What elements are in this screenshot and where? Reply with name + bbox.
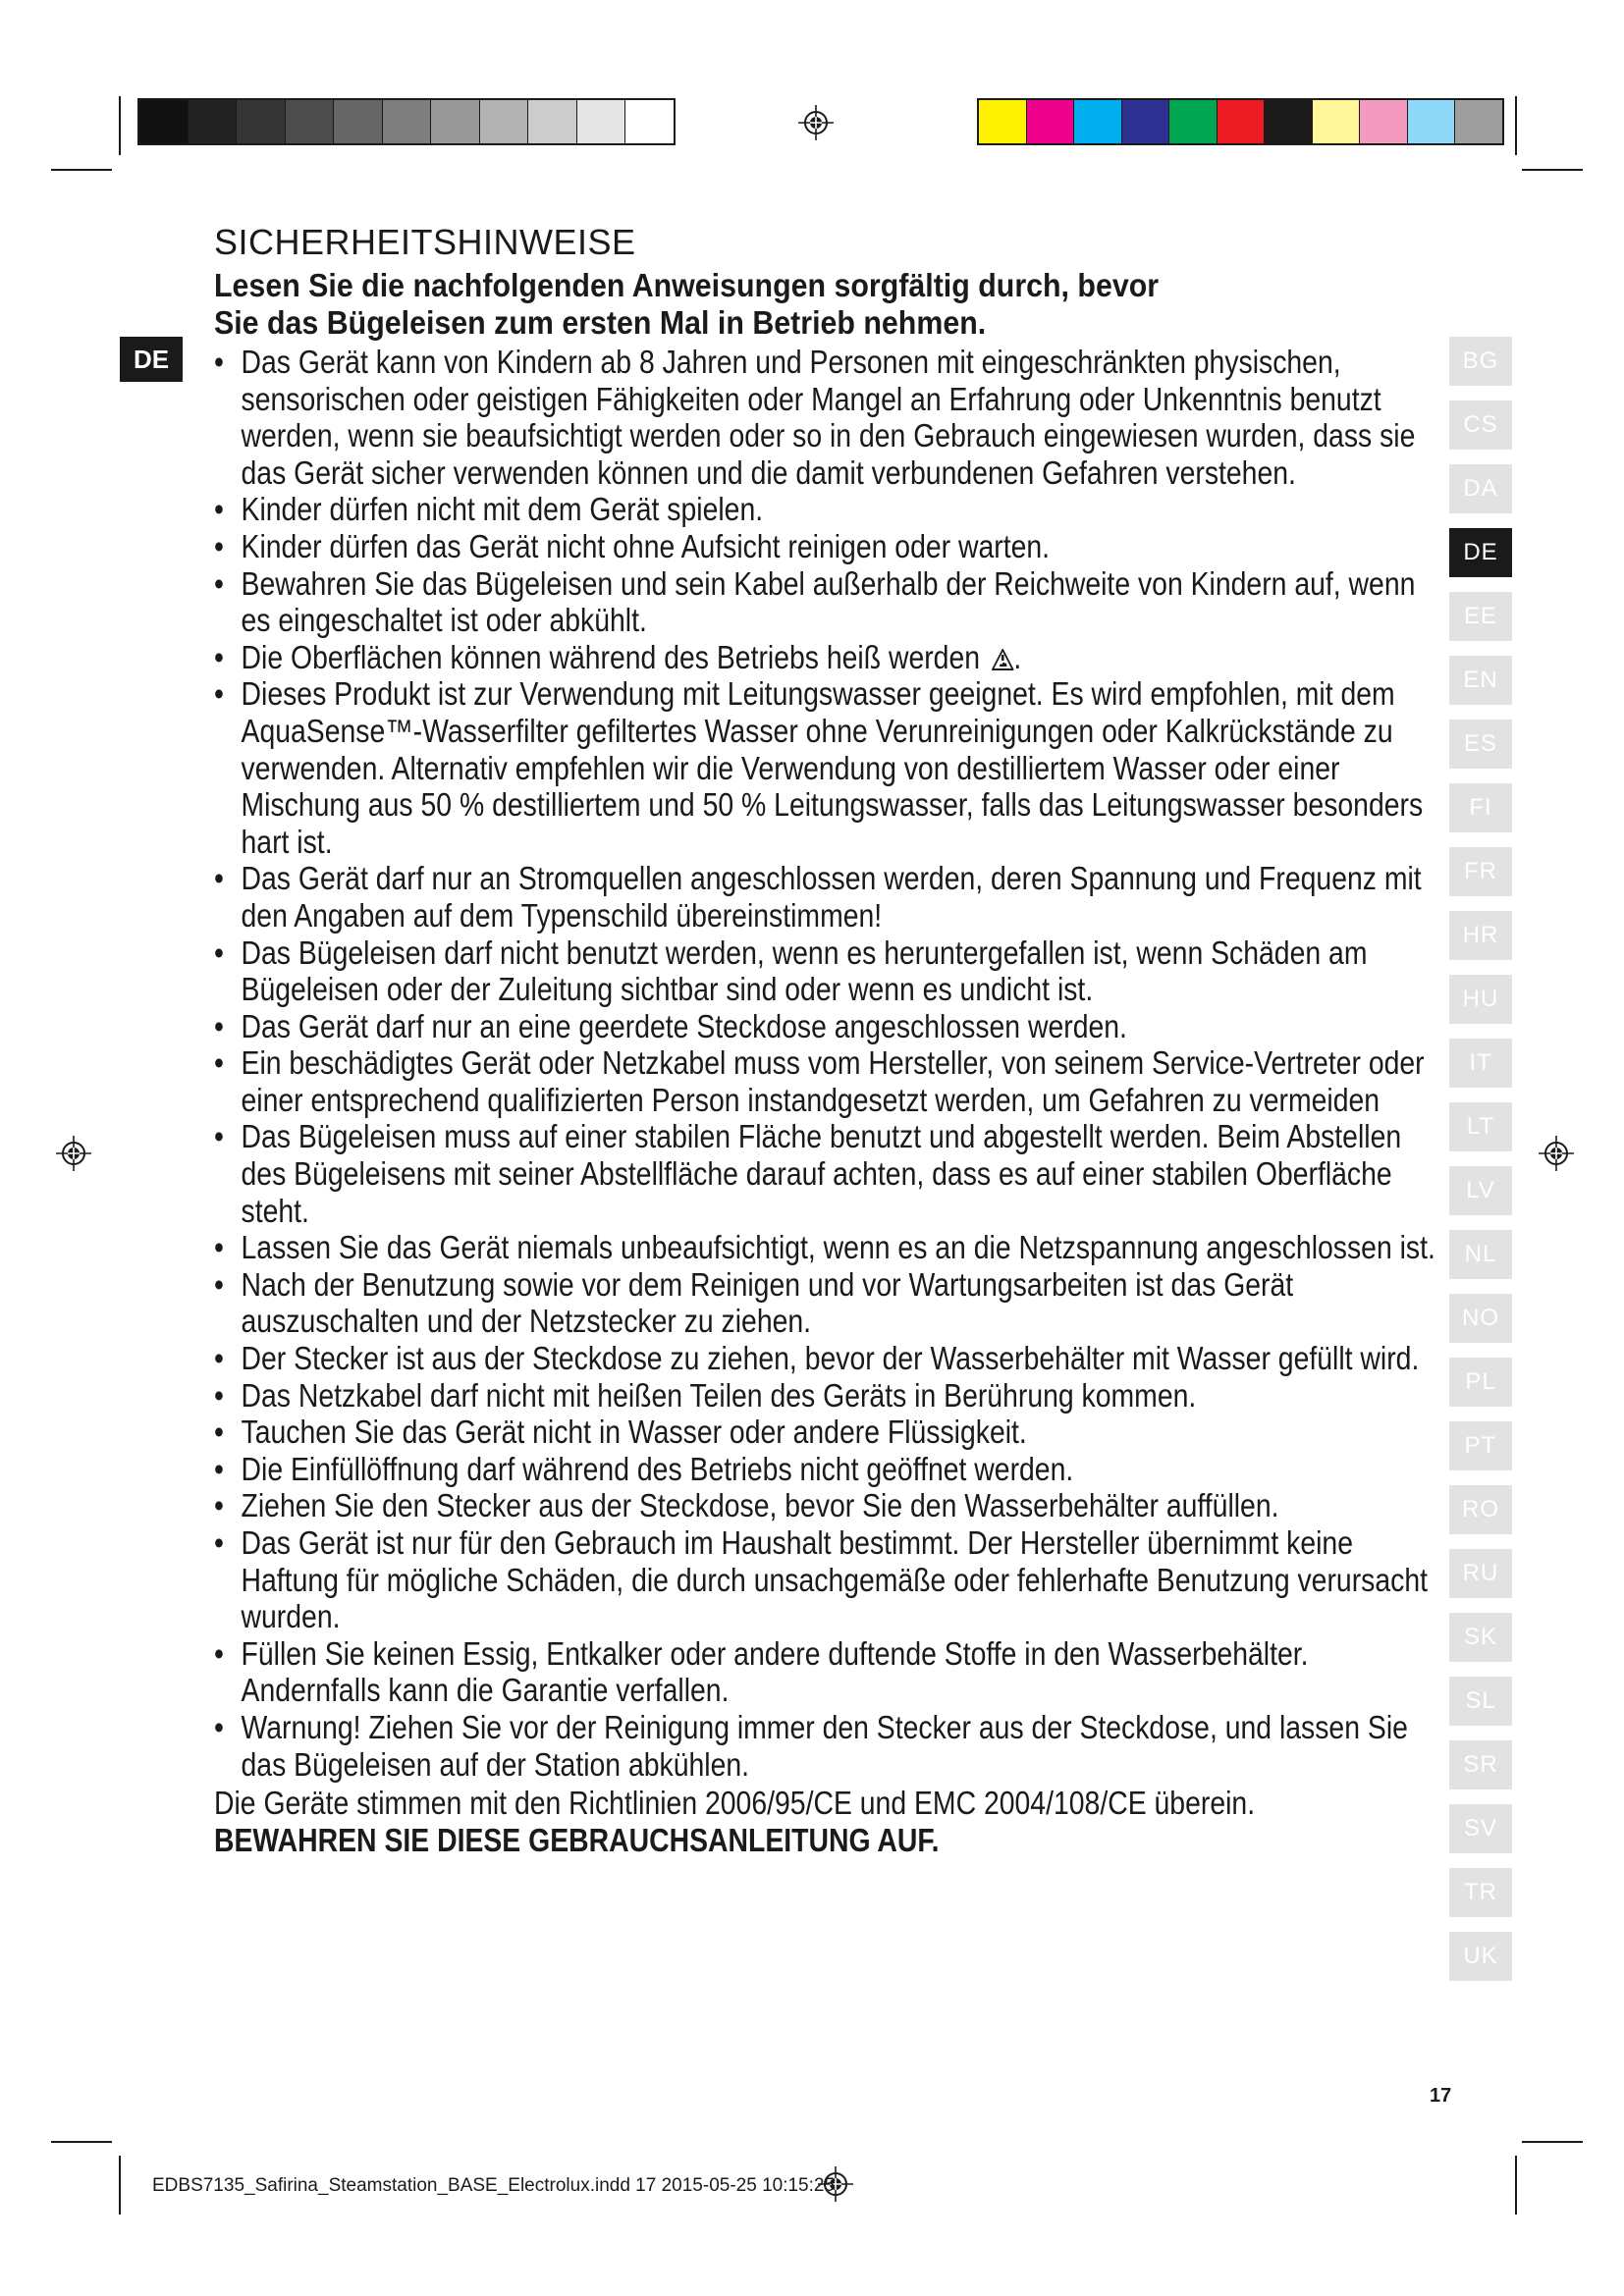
language-tab-lv: LV: [1449, 1166, 1512, 1215]
safety-item-text: Ziehen Sie den Stecker aus der Steckdose, bevor Sie den Wasserbehälter auffüllen.: [241, 1487, 1279, 1524]
safety-item: [214, 1229, 1440, 1266]
gray-swatch: [189, 100, 238, 143]
safety-item: [214, 1118, 1440, 1229]
safety-item-text: Warnung! Ziehen Sie vor der Reinigung immer den Stecker aus der Steckdose, und lassen Sie das Bügeleisen auf der Station abkühlen.: [241, 1708, 1408, 1783]
safety-item: [214, 1709, 1440, 1783]
language-tab-ru: RU: [1449, 1549, 1512, 1598]
safety-item: [214, 1451, 1440, 1488]
language-tab-no: NO: [1449, 1294, 1512, 1343]
color-swatch: [1074, 100, 1122, 143]
safety-item: [214, 1044, 1440, 1118]
gray-swatch: [139, 100, 189, 143]
safety-instructions-section: [214, 222, 1435, 1858]
language-tab-cs: CS: [1449, 400, 1512, 450]
color-swatch: [1408, 100, 1456, 143]
safety-item: [214, 934, 1440, 1008]
current-language-badge: DE: [120, 337, 183, 382]
page-number: 17: [1430, 2085, 1452, 2107]
safety-item: [214, 1008, 1440, 1045]
language-tab-en: EN: [1449, 656, 1512, 705]
safety-item-text: Kinder dürfen das Gerät nicht ohne Aufsicht reinigen oder warten.: [241, 527, 1051, 564]
safety-item-text: Die Einfüllöffnung darf während des Betriebs nicht geöffnet werden.: [241, 1450, 1074, 1487]
registration-mark-top-icon: [797, 104, 835, 141]
gray-swatch: [334, 100, 383, 143]
crop-mark-top-left-h: [51, 169, 112, 171]
safety-item-text: Lassen Sie das Gerät niemals unbeaufsichtigt, wenn es an die Netzspannung angeschlossen ist.: [241, 1229, 1435, 1266]
language-tab-uk: UK: [1449, 1932, 1512, 1981]
safety-item-text: Der Stecker ist aus der Steckdose zu ziehen, bevor der Wasserbehälter mit Wasser gefüllt wird.: [241, 1340, 1420, 1377]
language-tab-sr: SR: [1449, 1740, 1512, 1789]
safety-item-text: Dieses Produkt ist zur Verwendung mit Leitungswasser geeignet. Es wird empfohlen, mit dem AquaSense™-Wasserfilter gefiltertes Wasser ohne Verunreinigungen oder Kalkrückstände zu verwenden. Alternativ empfehlen wir die Verwendung von destilliertem Wasser oder einer Mischung aus 50 % destilliertem und 50 % Leitungswasser, falls das Leitungswasser besonders hart ist.: [241, 675, 1424, 860]
safety-item: [214, 344, 1440, 491]
safety-item-text: Das Bügeleisen muss auf einer stabilen Fläche benutzt und abgestellt werden. Beim Abstellen des Bügeleisens mit seiner Abstellfläche darauf achten, dass es auf einer stabilen Oberfläche steht.: [241, 1118, 1402, 1229]
intro-paragraph: Lesen Sie die nachfolgenden Anweisungen sorgfältig durch, bevor Sie das Bügeleisen zum ersten Mal in Betrieb nehmen.: [214, 267, 1160, 341]
safety-item: [214, 1635, 1440, 1709]
safety-item-suffix: .: [1013, 638, 1022, 675]
language-tab-fr: FR: [1449, 847, 1512, 896]
safety-item-text: Das Gerät darf nur an eine geerdete Steckdose angeschlossen werden.: [241, 1007, 1127, 1044]
crop-mark-top-left-v: [119, 96, 121, 155]
gray-swatch: [237, 100, 286, 143]
safety-item-text: Die Oberflächen können während des Betriebs heiß werden: [241, 638, 981, 675]
safety-item: [214, 491, 1440, 528]
language-tab-strip: [1449, 337, 1512, 1996]
keep-manual-notice: BEWAHREN SIE DIESE GEBRAUCHSANLEITUNG AUF.: [214, 1821, 940, 1858]
safety-item-text: Bewahren Sie das Bügeleisen und sein Kabel außerhalb der Reichweite von Kindern auf, wenn es eingeschaltet ist oder abkühlt.: [241, 564, 1416, 639]
safety-item-text: Das Gerät darf nur an Stromquellen angeschlossen werden, deren Spannung und Frequenz mit den Angaben auf dem Typenschild übereinstimmen!: [241, 860, 1422, 934]
safety-item: [214, 1266, 1440, 1340]
safety-item: [214, 860, 1440, 934]
gray-swatch: [383, 100, 432, 143]
safety-item: [214, 565, 1440, 639]
safety-item-text: Nach der Benutzung sowie vor dem Reinigen und vor Wartungsarbeiten ist das Gerät auszuschalten und der Netzstecker zu ziehen.: [241, 1265, 1294, 1340]
gray-swatch: [528, 100, 577, 143]
language-tab-de: DE: [1449, 528, 1512, 577]
safety-items-list: [214, 344, 1435, 1783]
color-swatch: [1122, 100, 1170, 143]
language-tab-es: ES: [1449, 720, 1512, 769]
crop-mark-top-right-h: [1522, 169, 1583, 171]
safety-item: [214, 1340, 1440, 1377]
color-swatch: [1169, 100, 1218, 143]
color-swatch: [1360, 100, 1408, 143]
language-tab-da: DA: [1449, 464, 1512, 513]
safety-item: [214, 1487, 1440, 1524]
language-tab-tr: TR: [1449, 1868, 1512, 1917]
gray-swatch: [480, 100, 529, 143]
safety-item: [214, 675, 1440, 860]
language-tab-nl: NL: [1449, 1230, 1512, 1279]
color-swatch: [1027, 100, 1075, 143]
print-file-slug: EDBS7135_Safirina_Steamstation_BASE_Electrolux.indd 17 2015-05-25 10:15:25: [152, 2175, 836, 2196]
safety-item-text: Das Netzkabel darf nicht mit heißen Teilen des Geräts in Berührung kommen.: [241, 1376, 1197, 1414]
safety-item: [214, 1377, 1440, 1415]
language-tab-fi: FI: [1449, 783, 1512, 832]
gray-swatch: [577, 100, 626, 143]
color-swatch: [1455, 100, 1502, 143]
safety-item-text: Kinder dürfen nicht mit dem Gerät spielen.: [241, 491, 764, 528]
color-calibration-bar: [977, 98, 1504, 145]
safety-item: [214, 528, 1440, 565]
safety-item: [214, 639, 1440, 676]
language-tab-ee: EE: [1449, 592, 1512, 641]
safety-item-text: Das Bügeleisen darf nicht benutzt werden, wenn es heruntergefallen ist, wenn Schäden am Bügeleisen oder der Zuleitung sichtbar sind oder wenn es undicht ist.: [241, 934, 1368, 1008]
language-tab-sk: SK: [1449, 1613, 1512, 1662]
language-tab-lt: LT: [1449, 1102, 1512, 1151]
safety-item: [214, 1414, 1440, 1451]
gray-swatch: [625, 100, 674, 143]
crop-mark-bottom-right-h: [1522, 2141, 1583, 2143]
hot-surface-warning-icon: [992, 649, 1013, 670]
registration-mark-left-icon: [55, 1135, 92, 1172]
crop-mark-bottom-left-v: [119, 2156, 121, 2215]
color-swatch: [1313, 100, 1361, 143]
language-tab-ro: RO: [1449, 1485, 1512, 1534]
language-tab-bg: BG: [1449, 337, 1512, 386]
color-swatch: [979, 100, 1027, 143]
crop-mark-bottom-right-v: [1515, 2156, 1517, 2215]
language-tab-sl: SL: [1449, 1677, 1512, 1726]
safety-item-text: Das Gerät kann von Kindern ab 8 Jahren und Personen mit eingeschränkten physischen, sensorischen oder geistigen Fähigkeiten oder Mangel an Erfahrung oder Unkenntnis benutzt werden, wenn sie beaufsichtigt werden oder so in den Gebrauch eingewiesen wurden, dass sie das Gerät sicher verwenden können und die damit verbundenen Gefahren verstehen.: [241, 344, 1416, 491]
safety-item: [214, 1524, 1440, 1635]
language-tab-pt: PT: [1449, 1421, 1512, 1470]
safety-item-text: Ein beschädigtes Gerät oder Netzkabel muss vom Hersteller, von seinem Service-Vertreter oder einer entsprechend qualifizierten Person instandgesetzt werden, um Gefahren zu vermeiden: [241, 1044, 1425, 1118]
language-tab-hr: HR: [1449, 911, 1512, 960]
language-tab-sv: SV: [1449, 1804, 1512, 1853]
section-title: SICHERHEITSHINWEISE: [214, 222, 636, 262]
grayscale-calibration-bar: [137, 98, 676, 145]
crop-mark-bottom-left-h: [51, 2141, 112, 2143]
color-swatch: [1218, 100, 1266, 143]
safety-item-text: Das Gerät ist nur für den Gebrauch im Haushalt bestimmt. Der Hersteller übernimmt keine Haftung für mögliche Schäden, die durch unsachgemäße oder fehlerhafte Benutzung verursacht wurden.: [241, 1524, 1428, 1635]
color-swatch: [1265, 100, 1313, 143]
crop-mark-top-right-v: [1515, 96, 1517, 155]
gray-swatch: [286, 100, 335, 143]
language-tab-pl: PL: [1449, 1358, 1512, 1407]
gray-swatch: [431, 100, 480, 143]
compliance-statement: Die Geräte stimmen mit den Richtlinien 2006/95/CE und EMC 2004/108/CE überein.: [214, 1785, 1256, 1822]
language-tab-hu: HU: [1449, 975, 1512, 1024]
language-tab-it: IT: [1449, 1039, 1512, 1088]
registration-mark-right-icon: [1538, 1135, 1575, 1172]
safety-item-text: Tauchen Sie das Gerät nicht in Wasser oder andere Flüssigkeit.: [241, 1414, 1027, 1451]
safety-item-text: Füllen Sie keinen Essig, Entkalker oder andere duftende Stoffe in den Wasserbehälter. Andernfalls kann die Garantie verfallen.: [241, 1634, 1309, 1709]
